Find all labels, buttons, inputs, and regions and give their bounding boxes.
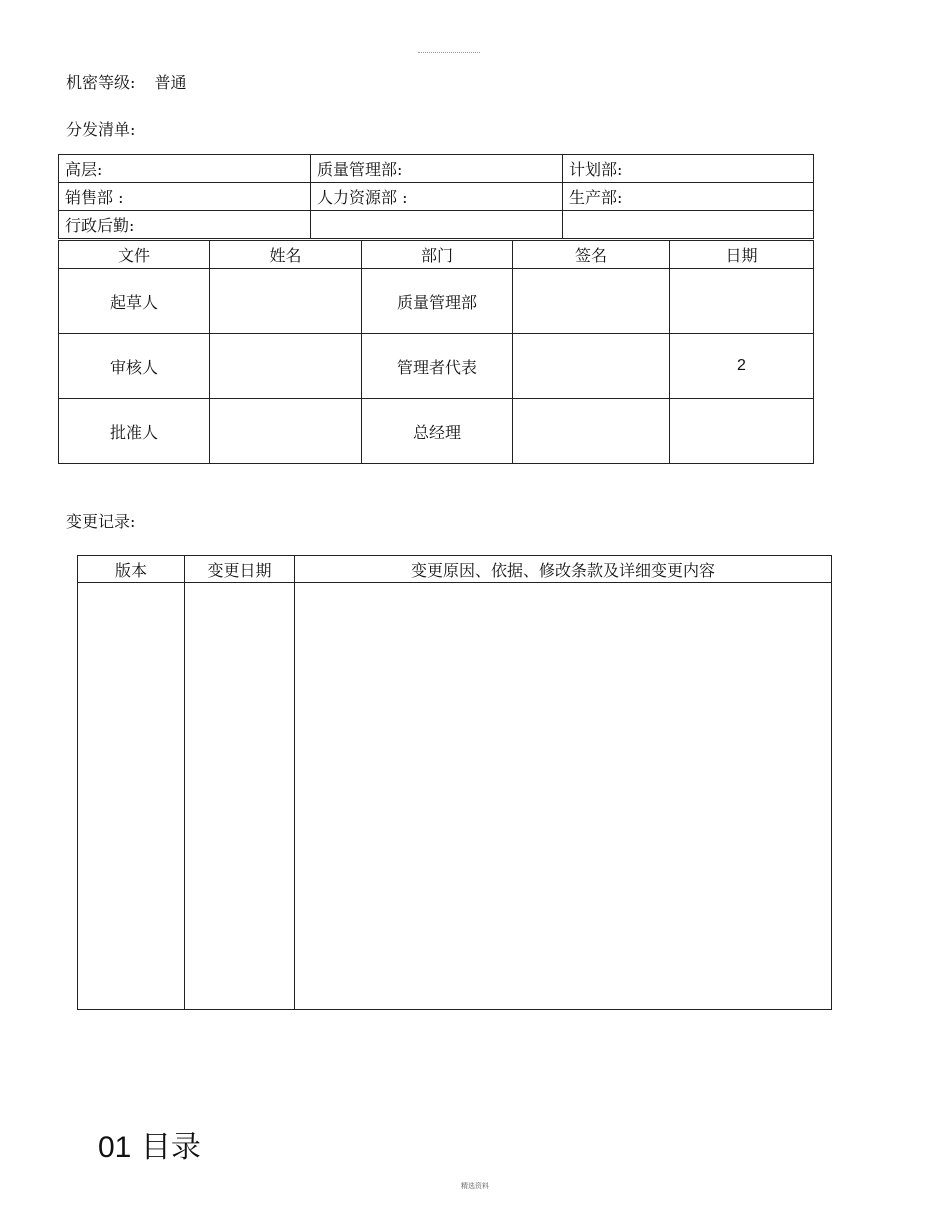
confidentiality-label: 机密等级: [66,73,136,92]
change-details-cell [295,583,832,1010]
table-cell [311,211,563,239]
role-cell: 批准人 [59,399,210,464]
table-cell: 质量管理部: [311,155,563,183]
table-row [59,183,814,211]
table-row [59,399,814,464]
table-cell: 生产部: [563,183,814,211]
table-row [59,155,814,183]
distribution-table [58,154,814,239]
date-cell [670,269,814,334]
name-cell [210,269,362,334]
change-record-table [77,555,832,1010]
name-cell [210,399,362,464]
toc-title: 目录 [140,1130,201,1165]
role-cell: 起草人 [59,269,210,334]
column-header: 姓名 [210,241,362,269]
date-cell [670,399,814,464]
change-record-label: 变更记录: [66,512,136,531]
table-cell: 行政后勤: [59,211,311,239]
change-date-cell [185,583,295,1010]
table-cell: 计划部: [563,155,814,183]
signature-cell [513,334,670,399]
table-header-row [78,556,832,583]
table-cell: 高层: [59,155,311,183]
department-cell: 总经理 [362,399,513,464]
table-header-row [59,241,814,269]
table-cell: 销售部 : [59,183,311,211]
column-header: 版本 [78,556,185,583]
version-cell [78,583,185,1010]
confidentiality-line [66,70,187,93]
table-row [59,334,814,399]
signature-cell [513,399,670,464]
header-dotted-line [418,52,480,53]
column-header: 签名 [513,241,670,269]
distribution-label: 分发清单: [66,120,136,139]
table-row [59,269,814,334]
name-cell [210,334,362,399]
toc-heading [98,1122,201,1166]
column-header: 文件 [59,241,210,269]
table-row [59,211,814,239]
toc-number: 01 [98,1131,132,1164]
table-cell [563,211,814,239]
role-cell: 审核人 [59,334,210,399]
column-header: 变更原因、依据、修改条款及详细变更内容 [295,556,832,583]
department-cell: 管理者代表 [362,334,513,399]
table-row [78,583,832,1010]
signature-cell [513,269,670,334]
date-cell: 2 [670,334,814,399]
column-header: 变更日期 [185,556,295,583]
approval-table [58,240,814,464]
column-header: 部门 [362,241,513,269]
page-footer: 精选资料 [461,1182,489,1190]
column-header: 日期 [670,241,814,269]
confidentiality-value: 普通 [154,73,187,92]
table-cell: 人力资源部 : [311,183,563,211]
department-cell: 质量管理部 [362,269,513,334]
